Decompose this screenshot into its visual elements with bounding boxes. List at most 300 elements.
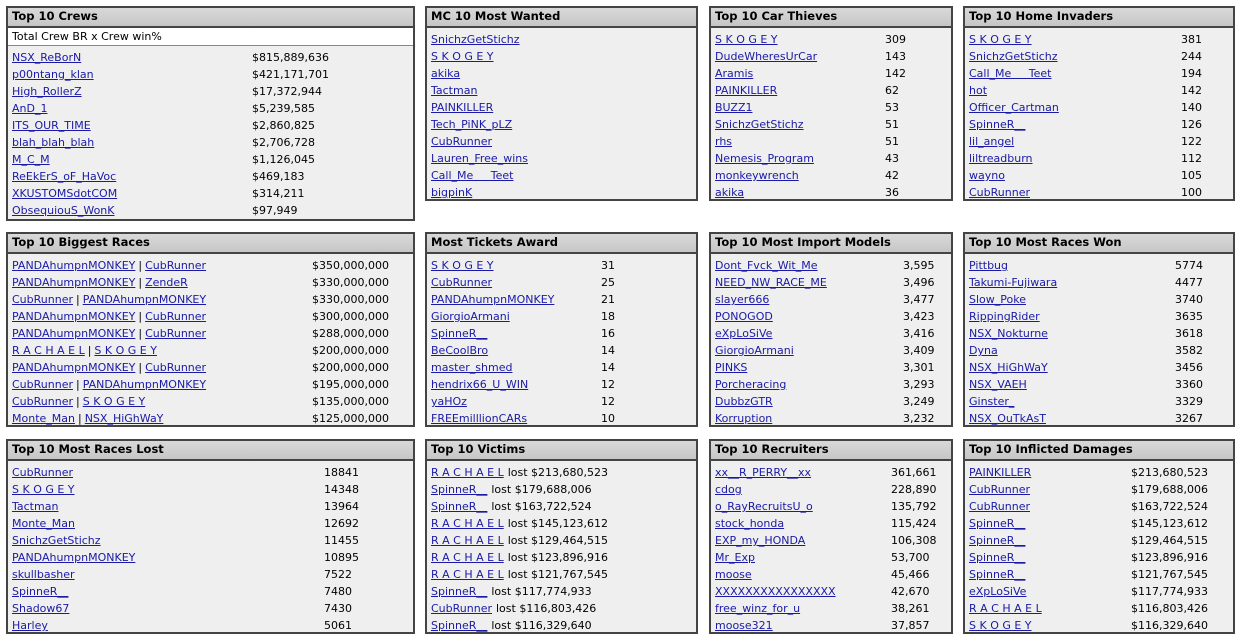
list-item bbox=[431, 359, 692, 376]
player-link[interactable]: p00ntang_klan bbox=[12, 68, 94, 81]
stat-value: 42,670 bbox=[891, 585, 930, 598]
stat-value: 3618 bbox=[1175, 327, 1203, 340]
player-link[interactable]: SnichzGetStichz bbox=[431, 33, 520, 46]
player-link[interactable]: NSX_HiGhWaY bbox=[969, 361, 1048, 374]
racer-link[interactable]: PANDAhumpnMONKEY bbox=[82, 378, 207, 391]
stat-value: $163,722,524 bbox=[1131, 500, 1208, 513]
list-item bbox=[715, 566, 947, 583]
player-link[interactable]: PANDAhumpnMONKEY bbox=[431, 293, 555, 306]
player-link[interactable]: ITS_OUR_TIME bbox=[12, 119, 91, 132]
player-link[interactable]: Officer_Cartman bbox=[969, 101, 1059, 114]
list-item bbox=[431, 583, 692, 600]
panel-body bbox=[8, 28, 413, 219]
player-link[interactable]: o_RayRecruitsU_o bbox=[715, 500, 813, 513]
player-link[interactable]: High_RollerZ bbox=[12, 85, 82, 98]
panel-car-thieves bbox=[709, 6, 953, 201]
panel-title: Top 10 Home Invaders bbox=[965, 8, 1233, 28]
list-item bbox=[715, 464, 947, 481]
player-link[interactable]: S K O G E Y bbox=[715, 33, 778, 46]
racer-link[interactable]: CubRunner bbox=[145, 259, 207, 272]
player-link[interactable]: AnD_1 bbox=[12, 102, 48, 115]
player-link[interactable]: Pittbug bbox=[969, 259, 1009, 272]
player-link[interactable]: PAINKILLER bbox=[715, 84, 778, 97]
list-item bbox=[969, 464, 1229, 481]
player-link[interactable]: GiorgioArmani bbox=[715, 344, 794, 357]
player-link[interactable]: Takumi-Fujiwara bbox=[969, 276, 1058, 289]
list-item bbox=[12, 291, 409, 308]
player-link[interactable]: cdog bbox=[715, 483, 742, 496]
panel-title: Top 10 Most Import Models bbox=[711, 234, 951, 254]
racer-link[interactable]: CubRunner bbox=[12, 378, 73, 391]
list-item bbox=[969, 116, 1229, 133]
pair-separator: | bbox=[138, 361, 143, 374]
racer-link[interactable]: CubRunner bbox=[12, 293, 73, 306]
player-link[interactable]: slayer666 bbox=[715, 293, 770, 306]
stat-value: $200,000,000 bbox=[312, 344, 389, 357]
list-item bbox=[969, 342, 1229, 359]
player-link[interactable]: CubRunner bbox=[969, 186, 1030, 199]
player-link[interactable]: SpinneR__ bbox=[969, 534, 1026, 547]
stat-value: 3740 bbox=[1175, 293, 1203, 306]
pair-separator: | bbox=[138, 259, 143, 272]
player-link[interactable]: R A C H A E L bbox=[431, 568, 504, 581]
player-link[interactable]: CubRunner bbox=[969, 483, 1030, 496]
player-link[interactable]: SpinneR__ bbox=[969, 517, 1026, 530]
player-link[interactable]: FREEmilllionCARs bbox=[431, 412, 528, 425]
player-link[interactable]: akika bbox=[431, 67, 461, 80]
racer-link[interactable]: S K O G E Y bbox=[94, 344, 157, 357]
player-link[interactable]: NEED_NW_RACE_ME bbox=[715, 276, 827, 289]
list-item bbox=[715, 31, 947, 48]
list-item bbox=[12, 66, 409, 83]
stat-value: 5061 bbox=[324, 619, 352, 632]
pair-separator: | bbox=[138, 310, 143, 323]
list-item bbox=[969, 498, 1229, 515]
stat-value: 31 bbox=[601, 259, 615, 272]
racer-link[interactable]: PANDAhumpnMONKEY bbox=[12, 276, 136, 289]
list-item bbox=[715, 359, 947, 376]
panel-body bbox=[711, 254, 951, 427]
stat-value: $135,000,000 bbox=[312, 395, 389, 408]
list-item bbox=[969, 274, 1229, 291]
list-item bbox=[969, 65, 1229, 82]
player-link[interactable]: S K O G E Y bbox=[969, 33, 1032, 46]
player-link[interactable]: yaHOz bbox=[431, 395, 467, 408]
list-item bbox=[12, 274, 409, 291]
list-item bbox=[715, 342, 947, 359]
panel-import-models bbox=[709, 232, 953, 427]
player-link[interactable]: CubRunner bbox=[12, 466, 73, 479]
list-item bbox=[12, 49, 409, 66]
player-link[interactable]: SpinneR__ bbox=[969, 568, 1026, 581]
racer-link[interactable]: ZendeR bbox=[145, 276, 188, 289]
player-link[interactable]: R A C H A E L bbox=[431, 517, 504, 530]
list-item bbox=[969, 48, 1229, 65]
stat-value: $200,000,000 bbox=[312, 361, 389, 374]
stat-value: 194 bbox=[1181, 67, 1202, 80]
player-link[interactable]: Harley bbox=[12, 619, 48, 632]
pair-separator: | bbox=[138, 327, 143, 340]
player-link[interactable]: XXXXXXXXXXXXXXXX bbox=[715, 585, 836, 598]
stat-value: 62 bbox=[885, 84, 899, 97]
list-item bbox=[969, 150, 1229, 167]
player-link[interactable]: BUZZ1 bbox=[715, 101, 753, 114]
stat-value: $1,126,045 bbox=[252, 153, 315, 166]
player-link[interactable]: moose321 bbox=[715, 619, 773, 632]
racer-link[interactable]: PANDAhumpnMONKEY bbox=[12, 310, 136, 323]
player-link[interactable]: EXP_my_HONDA bbox=[715, 534, 806, 547]
stat-value: lost $117,774,933 bbox=[491, 585, 592, 598]
pair-separator: | bbox=[87, 344, 92, 357]
player-link[interactable]: eXpLoSiVe bbox=[969, 585, 1027, 598]
stat-value: lost $163,722,524 bbox=[491, 500, 592, 513]
list-item bbox=[12, 185, 409, 202]
panel-title: Top 10 Inflicted Damages bbox=[965, 441, 1233, 461]
stat-value: 105 bbox=[1181, 169, 1202, 182]
player-link[interactable]: wayno bbox=[969, 169, 1005, 182]
stat-value: $97,949 bbox=[252, 204, 298, 217]
panel-biggest-races bbox=[6, 232, 415, 427]
stat-value: $116,803,426 bbox=[1131, 602, 1208, 615]
player-link[interactable]: PAINKILLER bbox=[431, 101, 494, 114]
player-link[interactable]: Lauren_Free_wins bbox=[431, 152, 528, 165]
list-item bbox=[715, 82, 947, 99]
stat-value: 38,261 bbox=[891, 602, 930, 615]
stat-value: 126 bbox=[1181, 118, 1202, 131]
racer-link[interactable]: PANDAhumpnMONKEY bbox=[82, 293, 207, 306]
player-link[interactable]: Call_Me Teet bbox=[969, 67, 1052, 80]
stat-value: $17,372,944 bbox=[252, 85, 322, 98]
racer-link[interactable]: PANDAhumpnMONKEY bbox=[12, 327, 136, 340]
panel-body bbox=[965, 254, 1233, 427]
list-item bbox=[715, 600, 947, 617]
list-item bbox=[12, 342, 409, 359]
stat-value: $330,000,000 bbox=[312, 293, 389, 306]
list-item bbox=[12, 532, 409, 549]
player-link[interactable]: master_shmed bbox=[431, 361, 513, 374]
panel-races-won bbox=[963, 232, 1235, 427]
player-link[interactable]: S K O G E Y bbox=[12, 483, 75, 496]
player-link[interactable]: NSX_Nokturne bbox=[969, 327, 1048, 340]
list-item bbox=[969, 184, 1229, 201]
player-link[interactable]: DudeWheresUrCar bbox=[715, 50, 818, 63]
list-item bbox=[431, 308, 692, 325]
player-link[interactable]: Nemesis_Program bbox=[715, 152, 814, 165]
racer-link[interactable]: CubRunner bbox=[12, 395, 73, 408]
panel-inflicted-damages bbox=[963, 439, 1235, 634]
stat-value: 3,293 bbox=[903, 378, 935, 391]
list-item bbox=[12, 117, 409, 134]
list-item bbox=[715, 617, 947, 634]
player-link[interactable]: lil_angel bbox=[969, 135, 1015, 148]
list-item bbox=[431, 464, 692, 481]
player-link[interactable]: CubRunner bbox=[431, 135, 492, 148]
racer-link[interactable]: S K O G E Y bbox=[82, 395, 146, 408]
stat-value: 115,424 bbox=[891, 517, 937, 530]
list-item bbox=[969, 325, 1229, 342]
player-link[interactable]: PINKS bbox=[715, 361, 748, 374]
stat-value: 10 bbox=[601, 412, 615, 425]
stat-value: 13964 bbox=[324, 500, 359, 513]
player-link[interactable]: Tactman bbox=[12, 500, 59, 513]
stat-value: 228,890 bbox=[891, 483, 937, 496]
list-item bbox=[715, 498, 947, 515]
stat-value: 135,792 bbox=[891, 500, 937, 513]
pair-separator: | bbox=[76, 378, 80, 391]
stat-value: 122 bbox=[1181, 135, 1202, 148]
list-item bbox=[715, 549, 947, 566]
player-link[interactable]: Monte_Man bbox=[12, 517, 75, 530]
stat-value: 10895 bbox=[324, 551, 359, 564]
list-item bbox=[12, 393, 409, 410]
player-link[interactable]: SpinneR__ bbox=[431, 585, 488, 598]
list-item bbox=[715, 291, 947, 308]
list-item bbox=[969, 99, 1229, 116]
list-item bbox=[431, 133, 692, 150]
list-item bbox=[431, 532, 692, 549]
player-link[interactable]: akika bbox=[715, 186, 745, 199]
stat-value: $123,896,916 bbox=[1131, 551, 1208, 564]
player-link[interactable]: M_C_M bbox=[12, 153, 50, 166]
player-link[interactable]: SpinneR__ bbox=[431, 327, 488, 340]
player-link[interactable]: NSX_VAEH bbox=[969, 378, 1027, 391]
player-link[interactable]: SnichzGetStichz bbox=[715, 118, 804, 131]
player-link[interactable]: Tactman bbox=[431, 84, 478, 97]
stat-value: 37,857 bbox=[891, 619, 930, 632]
player-link[interactable]: Korruption bbox=[715, 412, 773, 425]
player-link[interactable]: stock_honda bbox=[715, 517, 785, 530]
panel-title: Top 10 Car Thieves bbox=[711, 8, 951, 28]
panel-mc-most-wanted bbox=[425, 6, 698, 201]
list-item bbox=[969, 376, 1229, 393]
player-link[interactable]: Dont_Fvck_Wit_Me bbox=[715, 259, 818, 272]
racer-link[interactable]: CubRunner bbox=[145, 361, 207, 374]
list-item bbox=[431, 65, 692, 82]
panel-most-tickets bbox=[425, 232, 698, 427]
player-link[interactable]: free_winz_for_u bbox=[715, 602, 801, 615]
racer-link[interactable]: NSX_HiGhWaY bbox=[84, 412, 164, 425]
list-item bbox=[12, 83, 409, 100]
player-link[interactable]: monkeywrench bbox=[715, 169, 799, 182]
player-link[interactable]: Dyna bbox=[969, 344, 998, 357]
player-link[interactable]: xx__R_PERRY__xx bbox=[715, 466, 812, 479]
stat-value: 244 bbox=[1181, 50, 1202, 63]
list-item bbox=[12, 202, 409, 219]
player-link[interactable]: NSX_ReBorN bbox=[12, 51, 82, 64]
list-item bbox=[969, 308, 1229, 325]
list-item bbox=[12, 376, 409, 393]
stat-value: $421,171,701 bbox=[252, 68, 329, 81]
list-item bbox=[969, 600, 1229, 617]
panel-title: Top 10 Recruiters bbox=[711, 441, 951, 461]
list-item bbox=[12, 151, 409, 168]
player-link[interactable]: PONOGOD bbox=[715, 310, 773, 323]
player-link[interactable]: SpinneR__ bbox=[969, 551, 1026, 564]
pair-separator: | bbox=[138, 276, 143, 289]
list-item bbox=[969, 566, 1229, 583]
stat-value: 3635 bbox=[1175, 310, 1203, 323]
stat-value: 25 bbox=[601, 276, 615, 289]
player-link[interactable]: CubRunner bbox=[969, 500, 1030, 513]
list-item bbox=[969, 617, 1229, 634]
player-link[interactable]: DubbzGTR bbox=[715, 395, 773, 408]
player-link[interactable]: SpinneR__ bbox=[431, 483, 488, 496]
list-item bbox=[969, 82, 1229, 99]
player-link[interactable]: liltreadburn bbox=[969, 152, 1033, 165]
panel-body bbox=[427, 461, 696, 634]
stat-value: 3,423 bbox=[903, 310, 935, 323]
stat-value: 53,700 bbox=[891, 551, 930, 564]
list-item bbox=[431, 376, 692, 393]
player-link[interactable]: moose bbox=[715, 568, 752, 581]
player-link[interactable]: ObsequiouS_WonK bbox=[12, 204, 115, 217]
racer-link[interactable]: PANDAhumpnMONKEY bbox=[12, 361, 136, 374]
stat-value: 3,595 bbox=[903, 259, 935, 272]
stat-value: 3456 bbox=[1175, 361, 1203, 374]
player-link[interactable]: CubRunner bbox=[431, 276, 492, 289]
panel-body bbox=[711, 28, 951, 201]
player-link[interactable]: S K O G E Y bbox=[969, 619, 1032, 632]
list-item bbox=[715, 532, 947, 549]
stat-value: lost $179,688,006 bbox=[491, 483, 592, 496]
pair-separator: | bbox=[76, 293, 80, 306]
list-item bbox=[715, 65, 947, 82]
player-link[interactable]: Porcheracing bbox=[715, 378, 787, 391]
player-link[interactable]: Call_Me Teet bbox=[431, 169, 514, 182]
stat-value: $121,767,545 bbox=[1131, 568, 1208, 581]
stat-value: lost $129,464,515 bbox=[507, 534, 609, 547]
player-link[interactable]: Shadow67 bbox=[12, 602, 70, 615]
player-link[interactable]: Tech_PiNK_pLZ bbox=[431, 118, 513, 131]
list-item bbox=[969, 515, 1229, 532]
stat-value: $213,680,523 bbox=[1131, 466, 1208, 479]
player-link[interactable]: R A C H A E L bbox=[969, 602, 1042, 615]
stat-value: lost $213,680,523 bbox=[507, 466, 609, 479]
list-item bbox=[969, 583, 1229, 600]
list-item bbox=[715, 116, 947, 133]
list-item bbox=[431, 291, 692, 308]
player-link[interactable]: PAINKILLER bbox=[969, 466, 1032, 479]
stat-value: 14 bbox=[601, 344, 615, 357]
player-link[interactable]: R A C H A E L bbox=[431, 551, 504, 564]
stat-value: lost $116,329,640 bbox=[491, 619, 592, 632]
player-link[interactable]: S K O G E Y bbox=[431, 50, 494, 63]
racer-link[interactable]: CubRunner bbox=[145, 327, 207, 340]
stat-value: 3,232 bbox=[903, 412, 935, 425]
player-link[interactable]: SpinneR__ bbox=[431, 619, 488, 632]
racer-link[interactable]: Monte_Man bbox=[12, 412, 75, 425]
list-item bbox=[12, 410, 409, 427]
racer-link[interactable]: PANDAhumpnMONKEY bbox=[12, 259, 136, 272]
stat-value: 3582 bbox=[1175, 344, 1203, 357]
player-link[interactable]: hot bbox=[969, 84, 988, 97]
list-item bbox=[12, 617, 409, 634]
list-item bbox=[12, 583, 409, 600]
list-item bbox=[12, 464, 409, 481]
stat-value: 3,416 bbox=[903, 327, 935, 340]
stat-value: 7430 bbox=[324, 602, 352, 615]
player-link[interactable]: Aramis bbox=[715, 67, 754, 80]
stat-value: 5774 bbox=[1175, 259, 1203, 272]
stat-value: $2,706,728 bbox=[252, 136, 315, 149]
list-item bbox=[12, 498, 409, 515]
list-item bbox=[431, 515, 692, 532]
player-link[interactable]: skullbasher bbox=[12, 568, 75, 581]
player-link[interactable]: eXpLoSiVe bbox=[715, 327, 773, 340]
stat-value: 4477 bbox=[1175, 276, 1203, 289]
panel-subheading: Total Crew BR x Crew win% bbox=[8, 28, 413, 46]
player-link[interactable]: PANDAhumpnMONKEY bbox=[12, 551, 136, 564]
stat-value: 42 bbox=[885, 169, 899, 182]
list-item bbox=[431, 481, 692, 498]
panel-top-crews bbox=[6, 6, 415, 221]
player-link[interactable]: XKUSTOMSdotCOM bbox=[12, 187, 118, 200]
stat-value: 12 bbox=[601, 378, 615, 391]
racer-link[interactable]: CubRunner bbox=[145, 310, 207, 323]
player-link[interactable]: R A C H A E L bbox=[431, 534, 504, 547]
player-link[interactable]: Slow_Poke bbox=[969, 293, 1026, 306]
list-item bbox=[715, 481, 947, 498]
stat-value: 3,496 bbox=[903, 276, 935, 289]
player-link[interactable]: ReEkErS_oF_HaVoc bbox=[12, 170, 117, 183]
list-item bbox=[969, 167, 1229, 184]
list-item bbox=[715, 48, 947, 65]
panel-title: Top 10 Crews bbox=[8, 8, 413, 28]
list-item bbox=[431, 116, 692, 133]
player-link[interactable]: SpinneR__ bbox=[12, 585, 69, 598]
player-link[interactable]: BeCoolBro bbox=[431, 344, 489, 357]
stat-value: $815,889,636 bbox=[252, 51, 329, 64]
player-link[interactable]: CubRunner bbox=[431, 602, 492, 615]
stat-value: 381 bbox=[1181, 33, 1202, 46]
player-link[interactable]: SpinneR__ bbox=[969, 118, 1026, 131]
player-link[interactable]: S K O G E Y bbox=[431, 259, 494, 272]
panel-races-lost bbox=[6, 439, 415, 634]
player-link[interactable]: NSX_OuTkAsT bbox=[969, 412, 1046, 425]
list-item bbox=[969, 31, 1229, 48]
player-link[interactable]: Ginster_ bbox=[969, 395, 1015, 408]
player-link[interactable]: SnichzGetStichz bbox=[12, 534, 101, 547]
stat-value: $288,000,000 bbox=[312, 327, 389, 340]
player-link[interactable]: hendrix66_U_WIN bbox=[431, 378, 529, 391]
panel-body bbox=[427, 28, 696, 201]
list-item bbox=[12, 481, 409, 498]
player-link[interactable]: RippingRider bbox=[969, 310, 1040, 323]
player-link[interactable]: Mr_Exp bbox=[715, 551, 755, 564]
panel-recruiters bbox=[709, 439, 953, 634]
player-link[interactable]: R A C H A E L bbox=[431, 466, 504, 479]
player-link[interactable]: blah_blah_blah bbox=[12, 136, 95, 149]
racer-link[interactable]: R A C H A E L bbox=[12, 344, 85, 357]
stat-value: 140 bbox=[1181, 101, 1202, 114]
panel-home-invaders bbox=[963, 6, 1235, 201]
list-item bbox=[431, 410, 692, 427]
panel-body bbox=[965, 461, 1233, 634]
list-item bbox=[12, 515, 409, 532]
stat-value: 3,301 bbox=[903, 361, 935, 374]
list-item bbox=[969, 393, 1229, 410]
list-item bbox=[715, 583, 947, 600]
panel-victims bbox=[425, 439, 698, 634]
player-link[interactable]: bigpinK bbox=[431, 186, 473, 199]
player-link[interactable]: rhs bbox=[715, 135, 733, 148]
list-item bbox=[431, 325, 692, 342]
list-item bbox=[715, 515, 947, 532]
stat-value: 18841 bbox=[324, 466, 359, 479]
player-link[interactable]: GiorgioArmani bbox=[431, 310, 510, 323]
player-link[interactable]: SnichzGetStichz bbox=[969, 50, 1058, 63]
player-link[interactable]: SpinneR__ bbox=[431, 500, 488, 513]
